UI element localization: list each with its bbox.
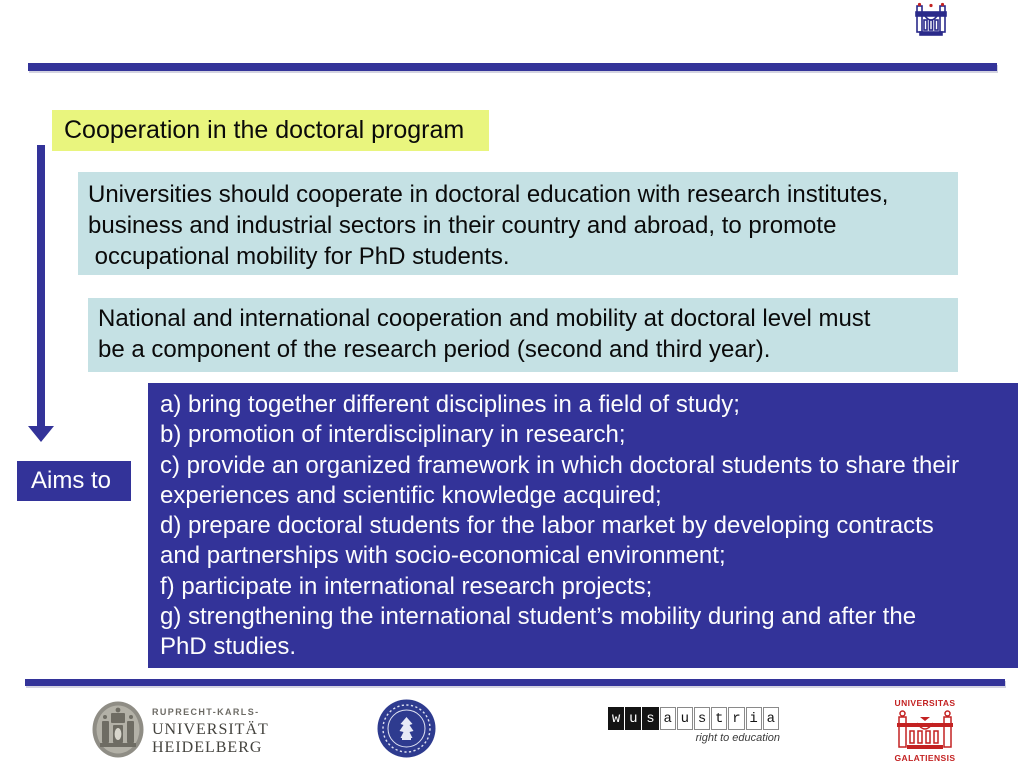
statement-box-cooperation	[78, 172, 958, 275]
wus-letter-tile: r	[728, 707, 744, 730]
statement-line: Universities should cooperate in doctoral education with research institutes,	[88, 181, 889, 208]
wus-letter-tile: w	[608, 707, 624, 730]
statement-line: be a component of the research period (second and third year).	[98, 336, 771, 363]
aims-label: Aims to	[17, 461, 131, 501]
aims-list-line: experiences and scientific knowledge acquired;	[160, 481, 662, 509]
wus-letter-tile: s	[642, 707, 658, 730]
heidelberg-line3: HEIDELBERG	[152, 739, 263, 756]
university-seal-icon	[377, 699, 436, 763]
page-title: Cooperation in the doctoral program	[52, 110, 489, 151]
statement-line: occupational mobility for PhD students.	[88, 243, 510, 270]
statement-line: National and international cooperation and mobility at doctoral level must	[98, 305, 871, 332]
aims-list-line: g) strengthening the international student’s mobility during and after the	[160, 603, 917, 631]
heidelberg-line2: UNIVERSITÄT	[152, 721, 269, 738]
heidelberg-seal-icon	[92, 701, 144, 763]
wus-tiles	[608, 707, 780, 730]
wus-letter-tile: a	[763, 707, 779, 730]
aims-list-line: and partnerships with socio-economical environment;	[160, 542, 726, 570]
galatiensis-crest-icon	[892, 709, 958, 753]
wus-light-tiles	[660, 707, 780, 730]
wus-letter-tile: i	[746, 707, 762, 730]
statement-box-mobility	[88, 298, 958, 372]
university-crest-icon	[914, 2, 948, 43]
galatiensis-top-text: UNIVERSITAS	[894, 698, 956, 708]
wus-tagline: right to education	[695, 732, 780, 744]
wus-austria-logo	[608, 707, 780, 744]
wus-letter-tile: t	[711, 707, 727, 730]
galatiensis-logo	[892, 698, 958, 763]
galatiensis-bottom-text: GALATIENSIS	[894, 753, 956, 763]
wus-letter-tile: u	[677, 707, 693, 730]
heidelberg-wordmark	[152, 707, 269, 757]
aims-list-line: PhD studies.	[160, 633, 297, 661]
aims-list-line: d) prepare doctoral students for the labor market by developing contracts	[160, 512, 934, 540]
top-divider	[28, 63, 997, 71]
down-arrow-line	[37, 145, 45, 426]
aims-list-line: a) bring together different disciplines in a field of study;	[160, 391, 740, 418]
wus-letter-tile: u	[625, 707, 641, 730]
aims-list-line: b) promotion of interdisciplinary in research;	[160, 421, 626, 449]
wus-dark-tiles	[608, 707, 660, 730]
down-arrow-icon	[28, 426, 54, 442]
aims-list-line: c) provide an organized framework in which doctoral students to share their	[160, 451, 960, 479]
wus-letter-tile: a	[660, 707, 676, 730]
statement-line: business and industrial sectors in their country and abroad, to promote	[88, 212, 837, 239]
bottom-divider	[25, 679, 1005, 686]
aims-list-line: f) participate in international research projects;	[160, 572, 653, 600]
heidelberg-line1: RUPRECHT-KARLS-	[152, 707, 260, 717]
aims-list-box	[148, 383, 1018, 668]
wus-letter-tile: s	[694, 707, 710, 730]
